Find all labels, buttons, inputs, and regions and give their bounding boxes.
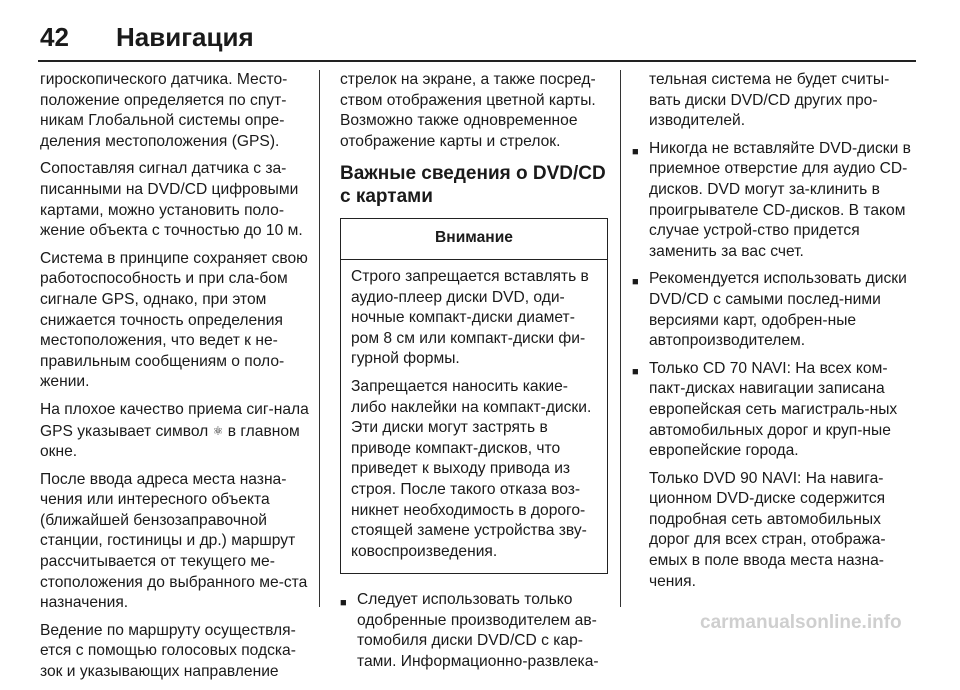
- paragraph: Только DVD 90 NAVI: На навига-ционном DVD-диске содержится подробная сеть автомобильных дорог для всех стран, отобража-емых в поле ввода места назна-чения.: [649, 469, 886, 590]
- notice-title: Внимание: [341, 219, 607, 260]
- list-item-text: Следует использовать только одобренные производителем ав-томобиля диски DVD/CD с кар-тами. Информационно-развлека-: [357, 591, 599, 671]
- paragraph: [40, 400, 312, 463]
- column-divider: [319, 70, 320, 607]
- paragraph: тельная система не будет считы-вать диски DVD/CD других про-изводителей.: [649, 71, 890, 130]
- paragraph-text: в главном окне.: [40, 422, 300, 461]
- header-divider: [38, 60, 916, 62]
- section-heading: Важные сведения о DVD/CD с картами: [340, 163, 606, 208]
- bullet-icon: ■: [340, 597, 347, 610]
- list-item: [632, 269, 917, 351]
- gps-icon: ⚛: [212, 423, 224, 438]
- watermark: carmanualsonline.info: [700, 612, 902, 633]
- page-header: [40, 14, 915, 60]
- page-number: 42: [40, 21, 69, 52]
- notice-paragraph: Запрещается наносить какие-либо наклейки на компакт-диски. Эти диски могут застрять в приводе компакт-дисков, что приведет к выходу привода из строя. После такого отказа воз-никнет необходимость в дорого-стоящей замене устройства зву-ковоспроизведения.: [351, 377, 592, 560]
- column-1: [40, 70, 312, 690]
- list-item: [340, 590, 608, 672]
- notice-box: [340, 218, 608, 574]
- notice-paragraph: Строго запрещается вставлять в аудио-плеер диски DVD, оди-ночные компакт-диски диамет-ром 8 см или компакт-диски фи-гурной формы.: [351, 267, 589, 368]
- page-title: Навигация: [116, 21, 254, 52]
- paragraph: Сопоставляя сигнал датчика с за-писанными на DVD/CD цифровыми картами, можно установить поло-жение объекта с точностью до 10 м.: [40, 160, 303, 240]
- notice-body: [341, 260, 607, 573]
- bullet-icon: ■: [632, 276, 639, 289]
- list-item-text: Только CD 70 NAVI: На всех ком-пакт-дисках навигации записана европейская сеть магистраль-ных автомобильных дорог и круп-ные европейские города.: [649, 359, 898, 460]
- paragraph: стрелок на экране, а также посред-ством отображения цветной карты. Возможно также одновременное отображение карты и стрелок.: [340, 71, 596, 150]
- bullet-icon: ■: [632, 365, 639, 378]
- paragraph: После ввода адреса места назна-чения или интересного объекта (ближайшей бензозаправочной станции, гостиницы и др.) маршрут рассчитывается от текущего ме-стоположения до выбранного ме-ста назначения.: [40, 470, 308, 612]
- paragraph: гироскопического датчика. Место-положение определяется по спут-никам Глобальной системы опре-деления местоположения (GPS).: [40, 71, 288, 150]
- list-item-text: Никогда не вставляйте DVD-диски в приемное отверстие для аудио CD-дисков. DVD могут за-клинить в проигрывателе CD-дисков. В таком случае устрой-ство придется заменить за вас счет.: [649, 139, 911, 260]
- paragraph: Система в принципе сохраняет свою работоспособность и при сла-бом сигнале GPS, однако, при этом снижается точность определения местоположения, что ведет к не-правильным сообщениям о поло-жении.: [40, 249, 308, 391]
- list-item-text: Рекомендуется использовать диски DVD/CD с самыми послед-ними версиями карт, одобрен-ные автопроизводителем.: [649, 270, 907, 350]
- bullet-icon: ■: [632, 145, 639, 158]
- column-divider: [620, 70, 621, 607]
- list-item: [632, 139, 917, 263]
- column-2: [340, 70, 608, 680]
- paragraph: Ведение по маршруту осуществля-ется с помощью голосовых подска-зок и указывающих направление: [40, 621, 296, 681]
- paragraph-text: На плохое качество приема сиг-нала GPS указывает символ: [40, 400, 309, 440]
- list-item: [632, 359, 917, 462]
- column-3: [632, 70, 917, 599]
